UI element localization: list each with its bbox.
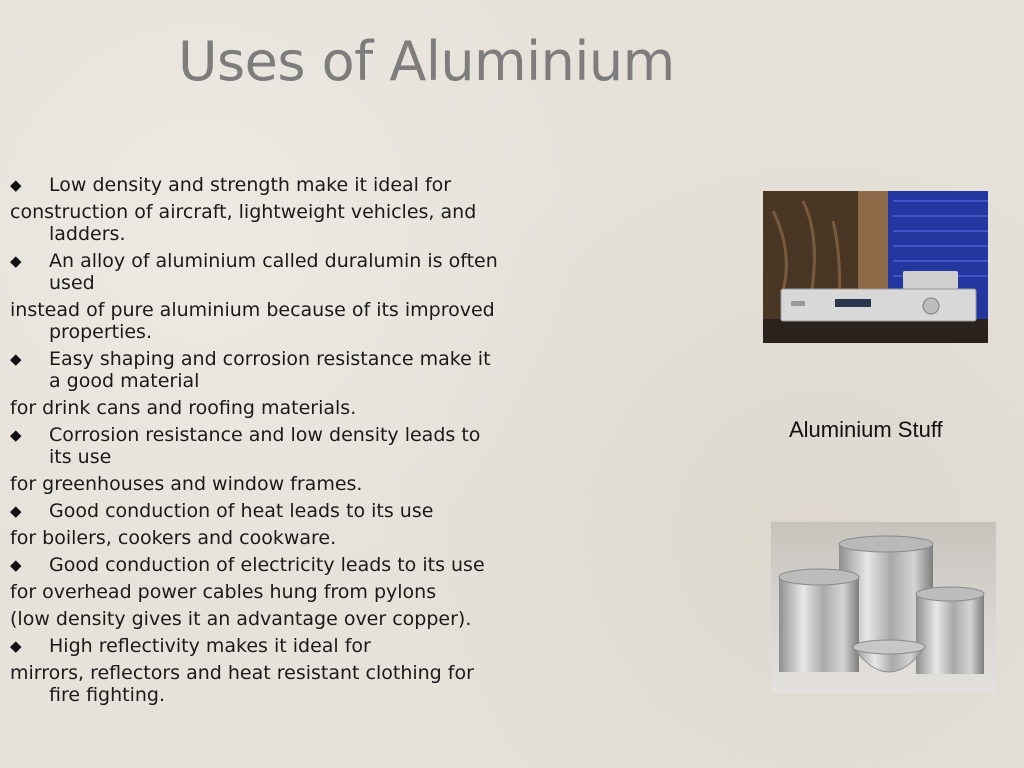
line-text: for drink cans and roofing materials. <box>10 397 357 419</box>
bullet-diamond-icon: ◆ <box>10 502 22 520</box>
bullet-text-line <box>10 446 530 468</box>
line-text: for overhead power cables hung from pylons <box>10 581 437 603</box>
line-text: for greenhouses and window frames. <box>10 473 363 495</box>
bullet-text-line <box>10 321 530 343</box>
bullet-item <box>10 250 530 272</box>
bullet-text-line <box>10 397 530 419</box>
bullet-diamond-icon: ◆ <box>10 556 22 574</box>
bullet-diamond-icon: ◆ <box>10 637 22 655</box>
containers-illustration <box>771 522 996 693</box>
bullet-item <box>10 174 530 196</box>
line-text: An alloy of aluminium called duralumin is often <box>49 250 498 272</box>
line-text: Good conduction of electricity leads to its use <box>49 554 485 576</box>
line-text: used <box>49 272 95 294</box>
line-text: High reflectivity makes it ideal for <box>49 635 371 657</box>
line-text: mirrors, reflectors and heat resistant clothing for <box>10 662 474 684</box>
bullet-text-line <box>10 201 530 223</box>
bullet-text-line <box>10 473 530 495</box>
bullet-text-line <box>10 527 530 549</box>
line-text: a good material <box>49 370 200 392</box>
line-text: construction of aircraft, lightweight vehicles, and <box>10 201 477 223</box>
bullet-text-line <box>10 581 530 603</box>
bullet-item <box>10 348 530 370</box>
bullet-item <box>10 500 530 522</box>
line-text: Easy shaping and corrosion resistance make it <box>49 348 491 370</box>
bullet-text-line <box>10 608 530 630</box>
slide-title: Uses of Aluminium <box>178 30 675 93</box>
line-text: ladders. <box>49 223 126 245</box>
line-text: Low density and strength make it ideal for <box>49 174 452 196</box>
line-text: instead of pure aluminium because of its improved <box>10 299 495 321</box>
bullet-diamond-icon: ◆ <box>10 426 22 444</box>
line-text: (low density gives it an advantage over copper). <box>10 608 472 630</box>
line-text: Good conduction of heat leads to its use <box>49 500 434 522</box>
bullet-item <box>10 635 530 657</box>
line-text: its use <box>49 446 112 468</box>
bullet-item <box>10 424 530 446</box>
image-caption: Aluminium Stuff <box>789 417 943 442</box>
bullet-diamond-icon: ◆ <box>10 350 22 368</box>
line-text: properties. <box>49 321 152 343</box>
bullet-text-line <box>10 299 530 321</box>
hifi-illustration <box>763 191 988 343</box>
bullet-text-line <box>10 370 530 392</box>
bullet-item <box>10 554 530 576</box>
line-text: for boilers, cookers and cookware. <box>10 527 337 549</box>
line-text: fire fighting. <box>49 684 166 706</box>
aluminium-containers-photo <box>771 522 996 693</box>
bullet-list <box>10 169 530 706</box>
bullet-text-line <box>10 684 530 706</box>
bullet-text-line <box>10 223 530 245</box>
hifi-equipment-photo <box>763 191 988 343</box>
line-text: Corrosion resistance and low density leads to <box>49 424 481 446</box>
bullet-text-line <box>10 662 530 684</box>
bullet-diamond-icon: ◆ <box>10 176 22 194</box>
bullet-text-line <box>10 272 530 294</box>
bullet-diamond-icon: ◆ <box>10 252 22 270</box>
